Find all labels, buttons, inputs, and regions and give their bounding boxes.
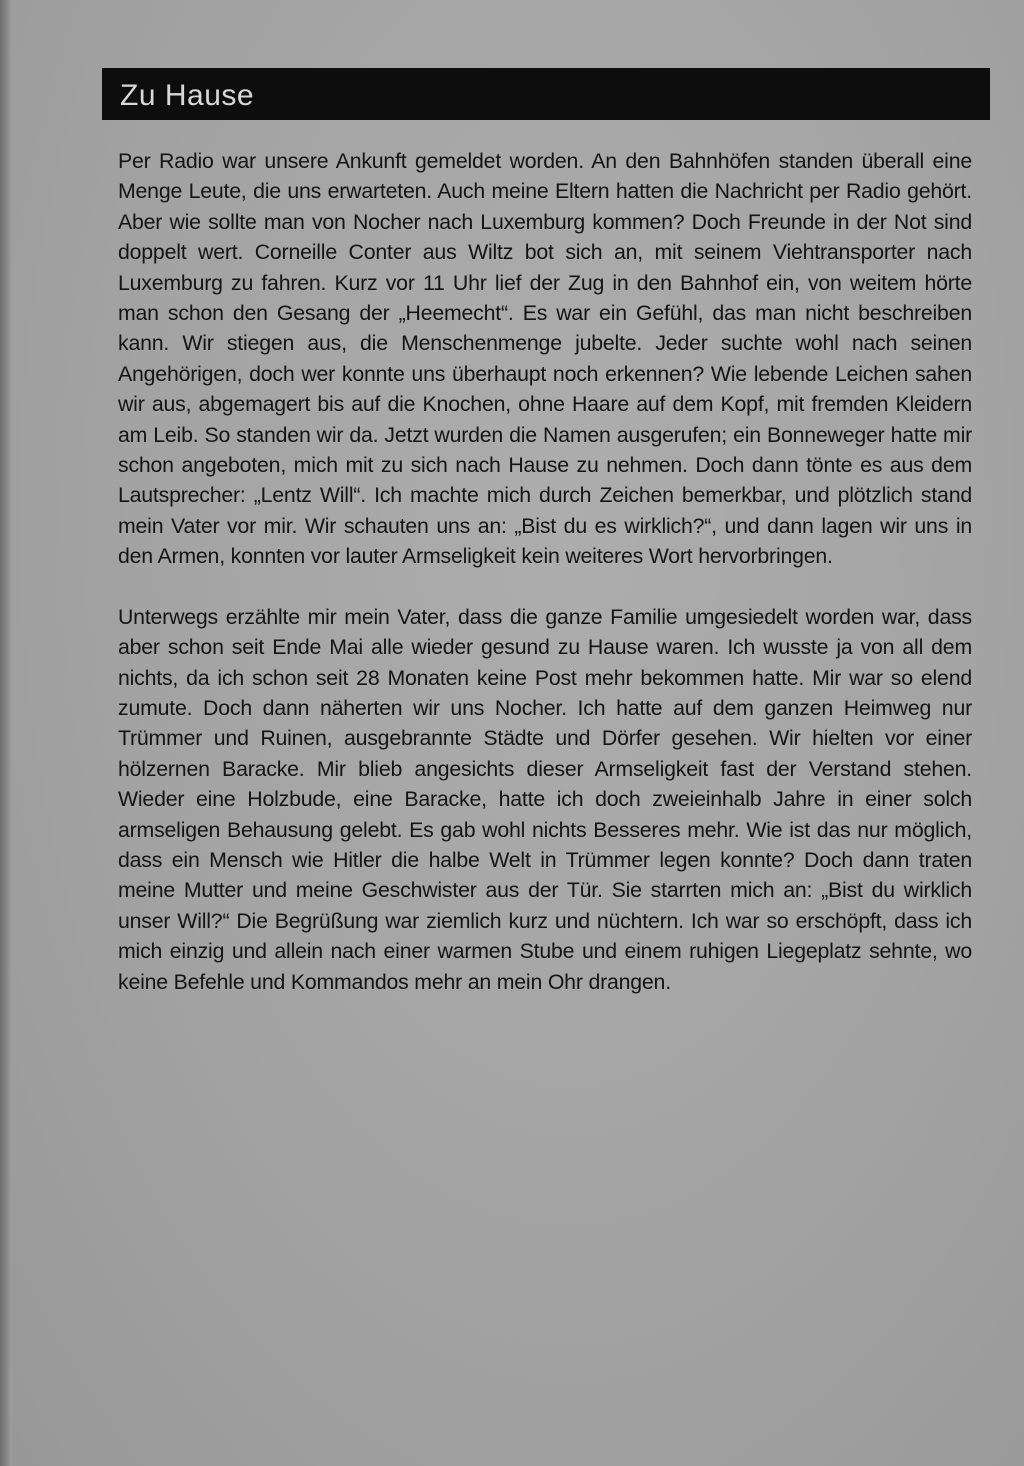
book-page-edge [0, 0, 12, 1466]
paragraph-2: Unterwegs erzählte mir mein Vater, dass die ganze Familie umgesiedelt worden war, dass aber schon seit Ende Mai alle wieder gesund zu Hause waren. Ich wusste ja von all dem nichts, da ich schon seit 28 Monaten keine Post mehr bekommen hatte. Mir war so elend zumute. Doch dann näherten wir uns Nocher. Ich hatte auf dem ganzen Heimweg nur Trümmer und Ruinen, ausgebrannte Städte und Dörfer gesehen. Wir hielten vor einer hölzernen Baracke. Mir blieb angesichts dieser Armseligkeit fast der Verstand stehen. Wieder eine Holzbude, eine Baracke, hatte ich doch zweieinhalb Jahre in einer solch armseligen Behausung gelebt. Es gab wohl nichts Besseres mehr. Wie ist das nur möglich, dass ein Mensch wie Hitler die halbe Welt in Trümmer legen konnte? Doch dann traten meine Mutter und meine Geschwister aus der Tür. Sie starrten mich an: „Bist du wirklich unser Will?“ Die Begrüßung war ziemlich kurz und nüchtern. Ich war so erschöpft, dass ich mich einzig und allein nach einer warmen Stube und einem ruhigen Liegeplatz sehnte, wo keine Befehle und Kommandos mehr an mein Ohr drangen. [118, 604, 972, 994]
section-title: Zu Hause [120, 79, 255, 112]
section-title-bar [102, 68, 990, 120]
paragraph-1: Per Radio war unsere Ankunft gemeldet worden. An den Bahnhöfen standen überall eine Menge Leute, die uns erwarteten. Auch meine Eltern hatten die Nachricht per Radio gehört. Aber wie sollte man von Nocher nach Luxemburg kommen? Doch Freunde in der Not sind doppelt wert. Corneille Conter aus Wiltz bot sich an, mit seinem Viehtransporter nach Luxemburg zu fahren. Kurz vor 11 Uhr lief der Zug in den Bahnhof ein, von weitem hörte man schon den Gesang der „Heemecht“. Es war ein Gefühl, das man nicht beschreiben kann. Wir stiegen aus, die Menschenmenge jubelte. Jeder suchte wohl nach seinen Angehörigen, doch wer konnte uns überhaupt noch erkennen? Wie lebende Leichen sahen wir aus, abgemagert bis auf die Knochen, ohne Haare auf dem Kopf, mit fremden Kleidern am Leib. So standen wir da. Jetzt wurden die Namen ausgerufen; ein Bonneweger hatte mir schon angeboten, mich mit zu sich nach Hause zu nehmen. Doch dann tönte es aus dem Lautsprecher: „Lentz Will“. Ich machte mich durch Zeichen bemerkbar, und plötzlich stand mein Vater vor mir. Wir schauten uns an: „Bist du es wirklich?“, und dann lagen wir uns in den Armen, konnten vor lauter Armseligkeit kein weiteres Wort hervorbringen. [118, 149, 972, 569]
body-text [118, 146, 972, 997]
